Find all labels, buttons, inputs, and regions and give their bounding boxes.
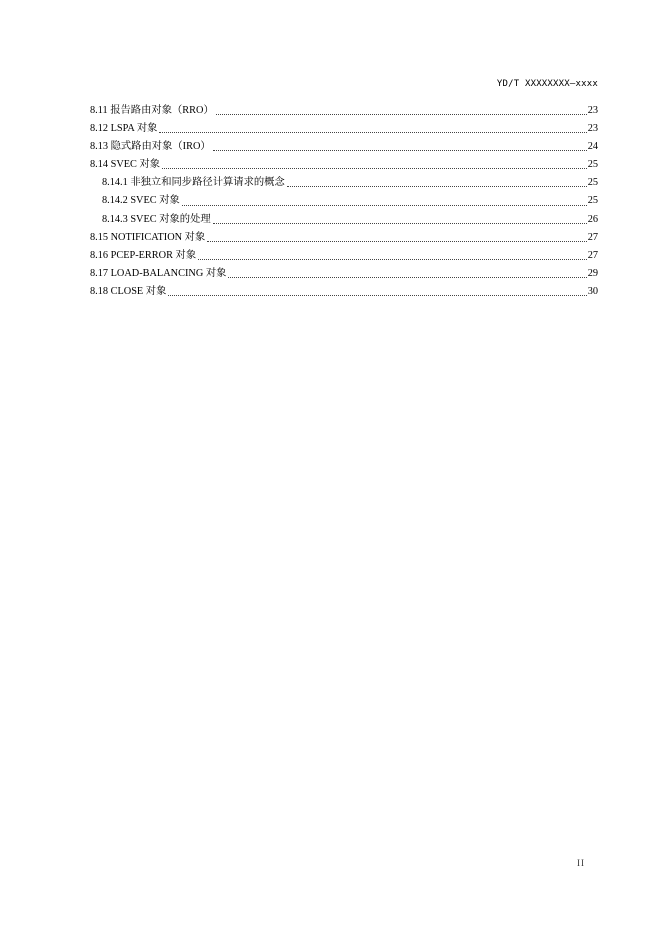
toc-dot-leader [216,106,587,116]
toc-entry-8-14-2[interactable] [90,192,598,210]
toc-dot-leader [162,160,587,170]
toc-entry-title: 8.14 SVEC 对象 [90,159,161,171]
toc-entry-title: 8.13 隐式路由对象（IRO） [90,141,211,153]
toc-entry-8-14[interactable] [90,156,598,174]
toc-entry-8-16[interactable] [90,247,598,265]
toc-entry-8-18[interactable] [90,283,598,301]
toc-dot-leader [182,197,587,207]
toc-dot-leader [168,287,586,297]
toc-dot-leader [213,215,587,225]
toc-dot-leader [159,124,586,134]
toc-entry-page: 23 [587,105,598,116]
toc-entry-page: 23 [587,123,598,135]
toc-dot-leader [287,178,587,188]
toc-entry-title: 8.15 NOTIFICATION 对象 [90,231,206,243]
toc-entry-page: 27 [587,249,598,261]
toc-entry-8-15[interactable] [90,229,598,247]
toc-entry-page: 25 [587,177,598,189]
page-number: II [577,858,585,868]
toc-entry-page: 30 [587,285,598,297]
toc-entry-title: 8.14.2 SVEC 对象 [102,195,180,207]
toc-entry-8-14-3[interactable] [90,211,598,229]
toc-entry-8-13[interactable] [90,138,598,156]
toc-entry-title: 8.14.1 非独立和同步路径计算请求的概念 [102,177,285,189]
toc-dot-leader [207,233,586,243]
toc-entry-8-17[interactable] [90,265,598,283]
toc-entry-page: 24 [587,141,598,153]
toc-dot-leader [228,269,586,279]
toc-entry-8-14-1[interactable] [90,174,598,192]
table-of-contents [90,102,598,301]
toc-dot-leader [198,251,587,261]
toc-entry-title: 8.16 PCEP-ERROR 对象 [90,249,197,261]
toc-entry-title: 8.18 CLOSE 对象 [90,285,167,297]
toc-entry-8-12[interactable] [90,120,598,138]
toc-entry-8-11[interactable] [90,102,598,120]
standard-code-header: YD/T XXXXXXXX—xxxx [496,79,598,89]
toc-entry-page: 27 [587,231,598,243]
toc-entry-page: 26 [587,213,598,225]
toc-entry-title: 8.11 报告路由对象（RRO） [90,105,214,116]
toc-entry-title: 8.12 LSPA 对象 [90,123,158,135]
toc-entry-page: 25 [587,195,598,207]
toc-entry-title: 8.14.3 SVEC 对象的处理 [102,213,211,225]
toc-entry-page: 29 [587,267,598,279]
toc-entry-title: 8.17 LOAD-BALANCING 对象 [90,267,227,279]
toc-entry-page: 25 [587,159,598,171]
toc-dot-leader [213,142,587,152]
